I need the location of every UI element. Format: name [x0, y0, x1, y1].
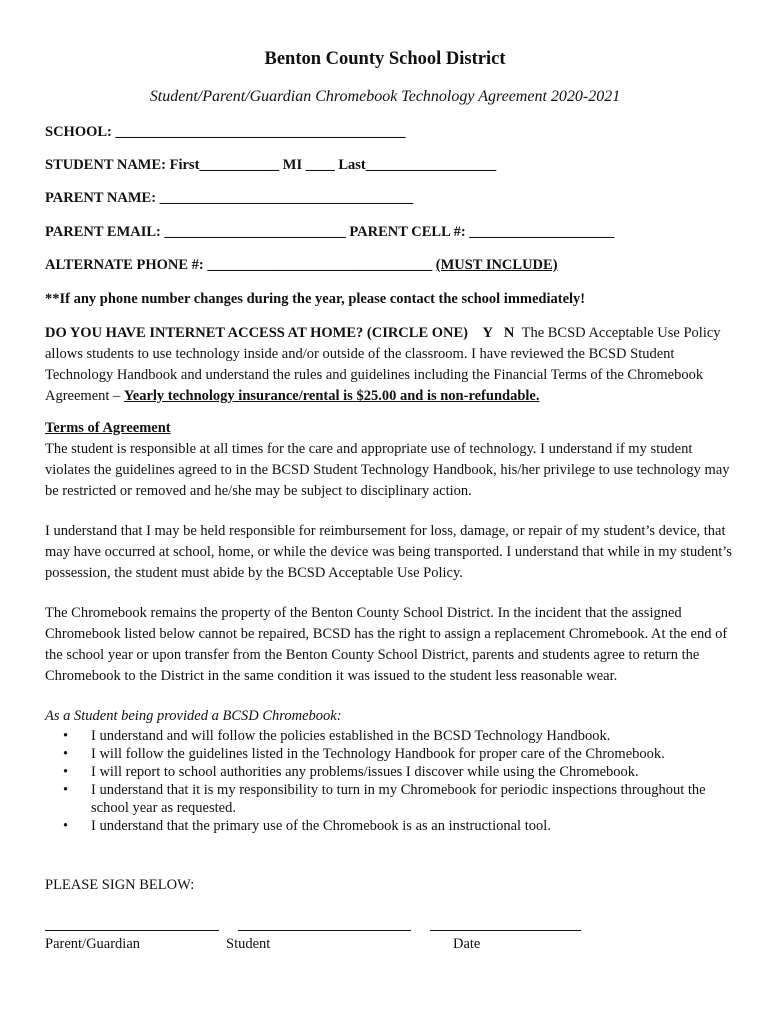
student-section-heading: As a Student being provided a BCSD Chromebook:: [45, 708, 342, 724]
list-item: [63, 817, 733, 835]
list-item-text: I understand and will follow the policies established in the BCSD Technology Handbook.: [91, 728, 611, 744]
date-signature-label: Date: [453, 936, 481, 952]
bullet-icon: •: [63, 782, 69, 798]
internet-access-question: DO YOU HAVE INTERNET ACCESS AT HOME? (CIRCLE ONE): [45, 325, 468, 341]
phone-change-notice: **If any phone number changes during the year, please contact the school immediately!: [45, 291, 586, 307]
internet-access-paragraph: [45, 323, 735, 407]
list-item: [63, 727, 733, 745]
document-title: Benton County School District: [264, 49, 506, 69]
student-signature-label: Student: [226, 936, 271, 952]
parent-email-cell-field[interactable]: PARENT EMAIL: _________________________ PARENT CELL #: ____________________: [45, 224, 615, 240]
school-field[interactable]: SCHOOL: ________________________________________: [45, 124, 406, 140]
bullet-icon: •: [63, 728, 69, 744]
list-item-text: I will follow the guidelines listed in the Technology Handbook for proper care of the Chromebook.: [91, 746, 665, 762]
list-item: [63, 781, 733, 817]
terms-heading: Terms of Agreement: [45, 420, 171, 436]
document-subtitle: Student/Parent/Guardian Chromebook Technology Agreement 2020-2021: [149, 88, 621, 105]
alternate-phone-row: [45, 257, 558, 274]
internet-no-option[interactable]: N: [503, 325, 515, 341]
bullet-icon: •: [63, 818, 69, 834]
list-item: [63, 763, 733, 781]
terms-paragraph-1: The student is responsible at all times for the care and appropriate use of technology. I understand if my student violates the guidelines agreed to in the BCSD Student Technology Handbook, his/her privilege to use technology may be restricted or removed and he/she may be subject to disciplinary action.: [45, 441, 730, 499]
date-signature-line[interactable]: [430, 930, 581, 931]
terms-heading-wrap: [45, 418, 735, 439]
bullet-icon: •: [63, 746, 69, 762]
parent-signature-label: Parent/Guardian: [45, 936, 141, 952]
student-signature-line[interactable]: [238, 930, 411, 931]
list-item-text: I understand that it is my responsibility to turn in my Chromebook for periodic inspections throughout the school year as requested.: [91, 782, 706, 816]
parent-name-field[interactable]: PARENT NAME: ___________________________________: [45, 190, 414, 206]
list-item-text: I understand that the primary use of the Chromebook is as an instructional tool.: [91, 818, 551, 834]
bullet-icon: •: [63, 764, 69, 780]
parent-signature-line[interactable]: [45, 930, 219, 931]
terms-paragraph-3: The Chromebook remains the property of the Benton County School District. In the incident that the assigned Chromebook listed below cannot be repaired, BCSD has the right to assign a replacement Chromebook. At the end of the school year or upon transfer from the Benton County School District, parents and students agree to return the Chromebook to the District in the same condition it was issued to the student less reasonable wear.: [45, 605, 728, 684]
alternate-phone-field[interactable]: ALTERNATE PHONE #: _______________________________: [45, 257, 436, 273]
sign-below-prompt: PLEASE SIGN BELOW:: [45, 877, 195, 893]
list-item: [63, 745, 733, 763]
list-item-text: I will report to school authorities any problems/issues I discover while using the Chromebook.: [91, 764, 639, 780]
must-include-note: (MUST INCLUDE): [435, 257, 558, 273]
insurance-fee-statement: Yearly technology insurance/rental is $25.00 and is non-refundable.: [123, 388, 540, 404]
acceptable-use-text: The BCSD Acceptable Use Policy allows students to use technology inside and/or outside of the classroom. I have reviewed the BCSD Student Technology Handbook and understand the rules and guidelines including the Financial Terms of the Chromebook Agreement –: [45, 325, 721, 404]
internet-yes-option[interactable]: Y: [482, 325, 493, 341]
student-name-field[interactable]: STUDENT NAME: First___________ MI ____ Last__________________: [45, 157, 497, 173]
terms-paragraph-2: I understand that I may be held responsible for reimbursement for loss, damage, or repair of my student’s device, that may have occurred at school, home, or while the device was being transported. I understand that while in my student’s possession, the student must abide by the BCSD Acceptable Use Policy.: [45, 523, 732, 581]
student-commitments-list: [63, 727, 733, 835]
